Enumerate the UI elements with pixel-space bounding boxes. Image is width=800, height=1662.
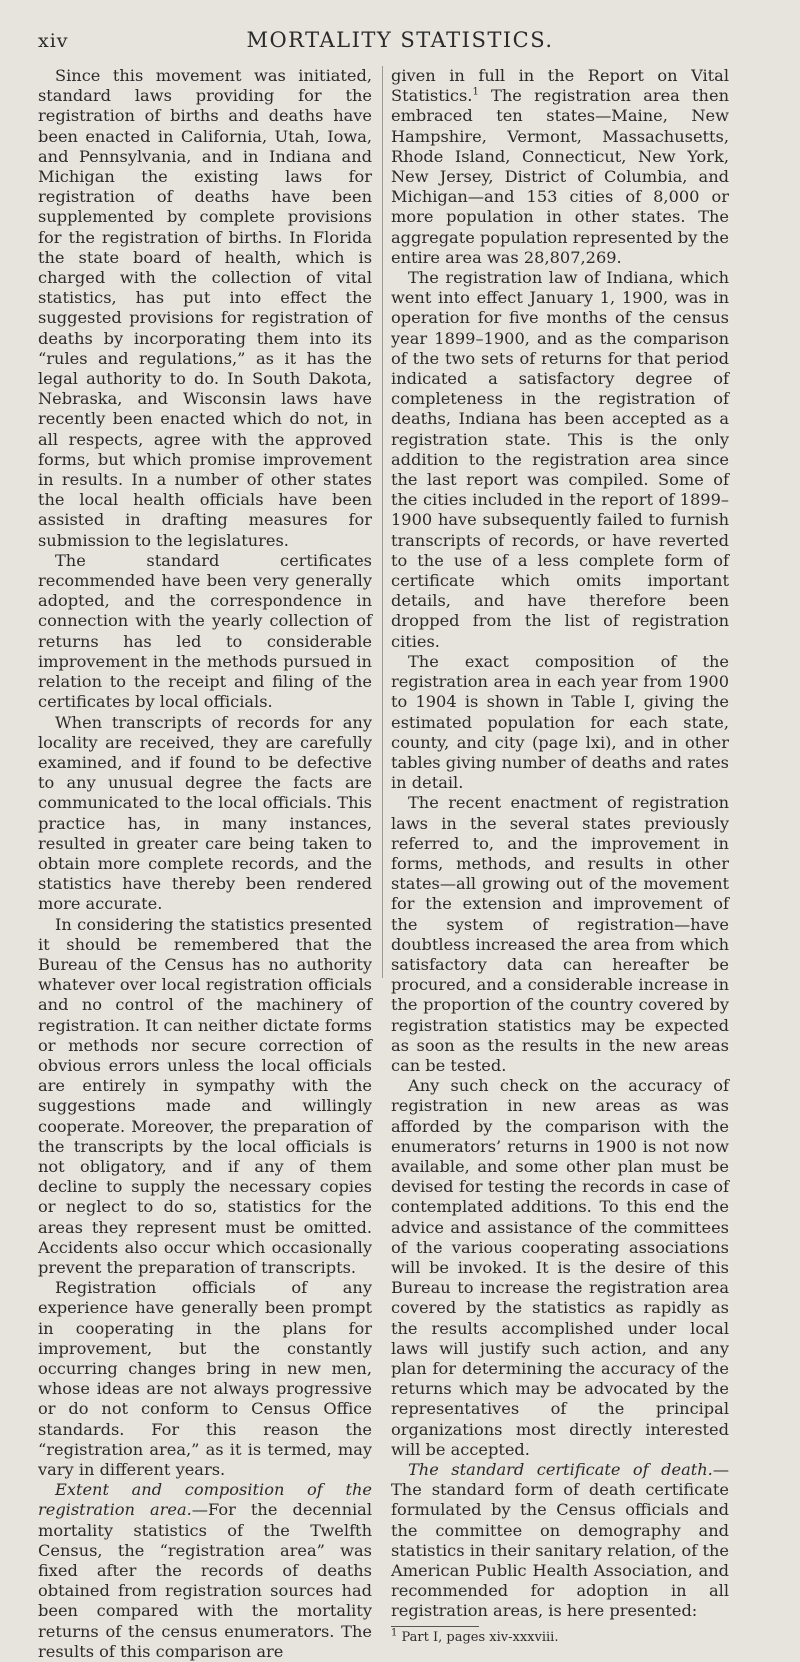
paragraph-text: —For the decennial mortality statistics of the Twelfth Census, the “registration area” was fixed after the records of deaths obtained from registration sources had been compared with the mortality returns of the census enumerators. The results of this comparison are: [38, 1500, 372, 1661]
running-head: MORTALITY STATISTICS.: [246, 28, 554, 52]
section-heading: The standard certificate of death.: [408, 1460, 713, 1480]
right-column: [391, 66, 729, 1646]
page-header: [0, 20, 800, 60]
footnote: [391, 1627, 729, 1646]
paragraph: The recent enactment of registration laws in the several states previously referred to, and the improvement in forms, methods, and results in other states—all growing out of the movement for the extension and improvement of the system of registration—have doubtless increased the area from which satisfactory data can hereafter be procured, and a considerable increase in the proportion of the country covered by registration statistics may be expected as soon as the results in the new areas can be tested.: [391, 793, 729, 1075]
page-number: xiv: [38, 30, 69, 52]
paragraph-text: given in full in the Report on Vital Statistics.: [391, 66, 729, 106]
paragraph: Any such check on the accuracy of registration in new areas as was afforded by the comparison with the enumerators’ returns in 1900 is not now available, and some other plan must be devised for testing the records in case of contemplated additions. To this end the advice and assistance of the committees of the various cooperating associations will be invoked. It is the desire of this Bureau to increase the registration area covered by the statistics as rapidly as the results accomplished under local laws will justify such action, and any plan for determining the accuracy of the returns which may be advocated by the representatives of the principal organizations most directly interested will be accepted.: [391, 1076, 729, 1459]
footnote-text: Part I, pages xiv-xxxviii.: [397, 1629, 559, 1645]
paragraph-text: —The standard form of death certificate formulated by the Census officials and the committee on demography and statistics in their sanitary relation, of the American Public Health Association, and recommended for adoption in all registration areas, is here presented:: [391, 1460, 729, 1621]
paragraph: In considering the statistics presented it should be remembered that the Bureau of the Census has no authority whatever over local registration officials and no control of the machinery of registration. It can neither dictate forms or methods nor secure correction of obvious errors unless the local officials are entirely in sympathy with the suggestions made and willingly cooperate. Moreover, the preparation of the transcripts by the local officials is not obligatory, and if any of them decline to supply the necessary copies or neglect to do so, statistics for the areas they represent must be omitted. Accidents also occur which occasionally prevent the preparation of transcripts.: [38, 914, 372, 1277]
section-paragraph: [38, 1480, 372, 1662]
footnote-marker: 1: [472, 86, 479, 98]
paragraph: The registration law of Indiana, which went into effect January 1, 1900, was in operation for five months of the census year 1899–1900, and as the comparison of the two sets of returns for that period indicated a satisfactory degree of completeness in the registration of deaths, Indiana has been accepted as a registration state. This is the only addition to the registration area since the last report was compiled. Some of the cities included in the report of 1899–1900 have subsequently failed to furnish transcripts of records, or have reverted to the use of a less complete form of certificate which omits important details, and have therefore been dropped from the list of registration cities.: [391, 268, 729, 651]
paragraph: [391, 66, 729, 268]
paragraph: When transcripts of records for any locality are received, they are carefully examined, and if found to be defective to any unusual degree the facts are communicated to the local officials. This practice has, in many instances, resulted in greater care being taken to obtain more complete records, and the statistics have thereby been rendered more accurate.: [38, 712, 372, 914]
paragraph: The standard certificates recommended have been very generally adopted, and the correspondence in connection with the yearly collection of returns has led to considerable improvement in the methods pursued in relation to the receipt and filing of the certificates by local officials.: [38, 550, 372, 712]
section-heading: Extent and composition of the registration area.: [38, 1480, 372, 1520]
paragraph-text: The registration area then embraced ten states—Maine, New Hampshire, Vermont, Massachusetts, Rhode Island, Connecticut, New York, New Jersey, District of Columbia, and Michigan—and 153 cities of 8,000 or more population in other states. The aggregate population represented by the entire area was 28,807,269.: [391, 86, 729, 267]
paragraph: Since this movement was initiated, standard laws providing for the registration of births and deaths have been enacted in California, Utah, Iowa, and Pennsylvania, and in Indiana and Michigan the existing laws for registration of deaths have been supplemented by complete provisions for the registration of births. In Florida the state board of health, which is charged with the collection of vital statistics, has put into effect the suggested provisions for registration of deaths by incorporating them into its “rules and regulations,” as it has the legal authority to do. In South Dakota, Nebraska, and Wisconsin laws have recently been enacted which do not, in all respects, agree with the approved forms, but which promise improvement in results. In a number of other states the local health officials have been assisted in drafting measures for submission to the legislatures.: [38, 66, 372, 550]
left-column: [38, 66, 372, 1662]
footnote-rule: [391, 1626, 479, 1627]
paragraph: Registration officials of any experience have generally been prompt in cooperating in the plans for improvement, but the constantly occurring changes bring in new men, whose ideas are not always progressive or do not conform to Census Office standards. For this reason the “registration area,” as it is termed, may vary in different years.: [38, 1278, 372, 1480]
paragraph: The exact composition of the registration area in each year from 1900 to 1904 is shown in Table I, giving the estimated population for each state, county, and city (page lxi), and in other tables giving number of deaths and rates in detail.: [391, 651, 729, 793]
footnote-marker: 1: [391, 1627, 398, 1639]
column-divider: [382, 66, 383, 978]
section-paragraph: [391, 1460, 729, 1622]
